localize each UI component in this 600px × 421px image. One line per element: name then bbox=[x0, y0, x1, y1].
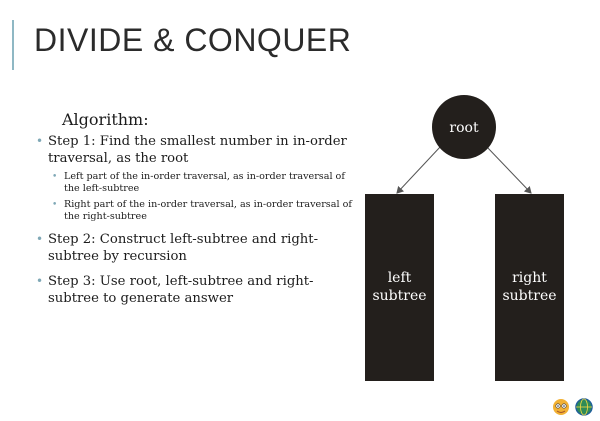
right-subtree-label-line1: right bbox=[512, 270, 547, 286]
cartoon-logo-icon bbox=[553, 399, 569, 415]
bullet-icon: • bbox=[52, 172, 58, 182]
left-edge-arrow bbox=[397, 146, 441, 193]
algorithm-heading: Algorithm: bbox=[62, 110, 149, 129]
left-subtree-label-line2: subtree bbox=[372, 288, 427, 304]
right-edge-arrow bbox=[486, 146, 531, 193]
right-subtree-label-line2: subtree bbox=[502, 288, 557, 304]
bullet-icon: • bbox=[36, 232, 44, 246]
globe-logo-icon bbox=[576, 399, 592, 415]
step-3-text: Step 3: Use root, left-subtree and right-subtree to generate answer bbox=[48, 274, 314, 306]
bullet-icon: • bbox=[36, 134, 44, 148]
left-subtree-label-line1: left bbox=[387, 270, 412, 286]
bullet-icon: • bbox=[52, 200, 58, 210]
step-2-text: Step 2: Construct left-subtree and right-subtree by recursion bbox=[48, 232, 319, 264]
step-1-sub-right-text: Right part of the in-order traversal, as in-order traversal of the right-subtree bbox=[64, 199, 352, 222]
step-1-sub-left-text: Left part of the in-order traversal, as in-order traversal of the left-subtree bbox=[64, 171, 345, 194]
bullet-icon: • bbox=[36, 274, 44, 288]
slide-title: DIVIDE & CONQUER bbox=[34, 22, 352, 58]
step-1-text: Step 1: Find the smallest number in in-order traversal, as the root bbox=[48, 134, 347, 166]
root-label: root bbox=[449, 120, 479, 136]
footer-logos bbox=[552, 397, 596, 417]
